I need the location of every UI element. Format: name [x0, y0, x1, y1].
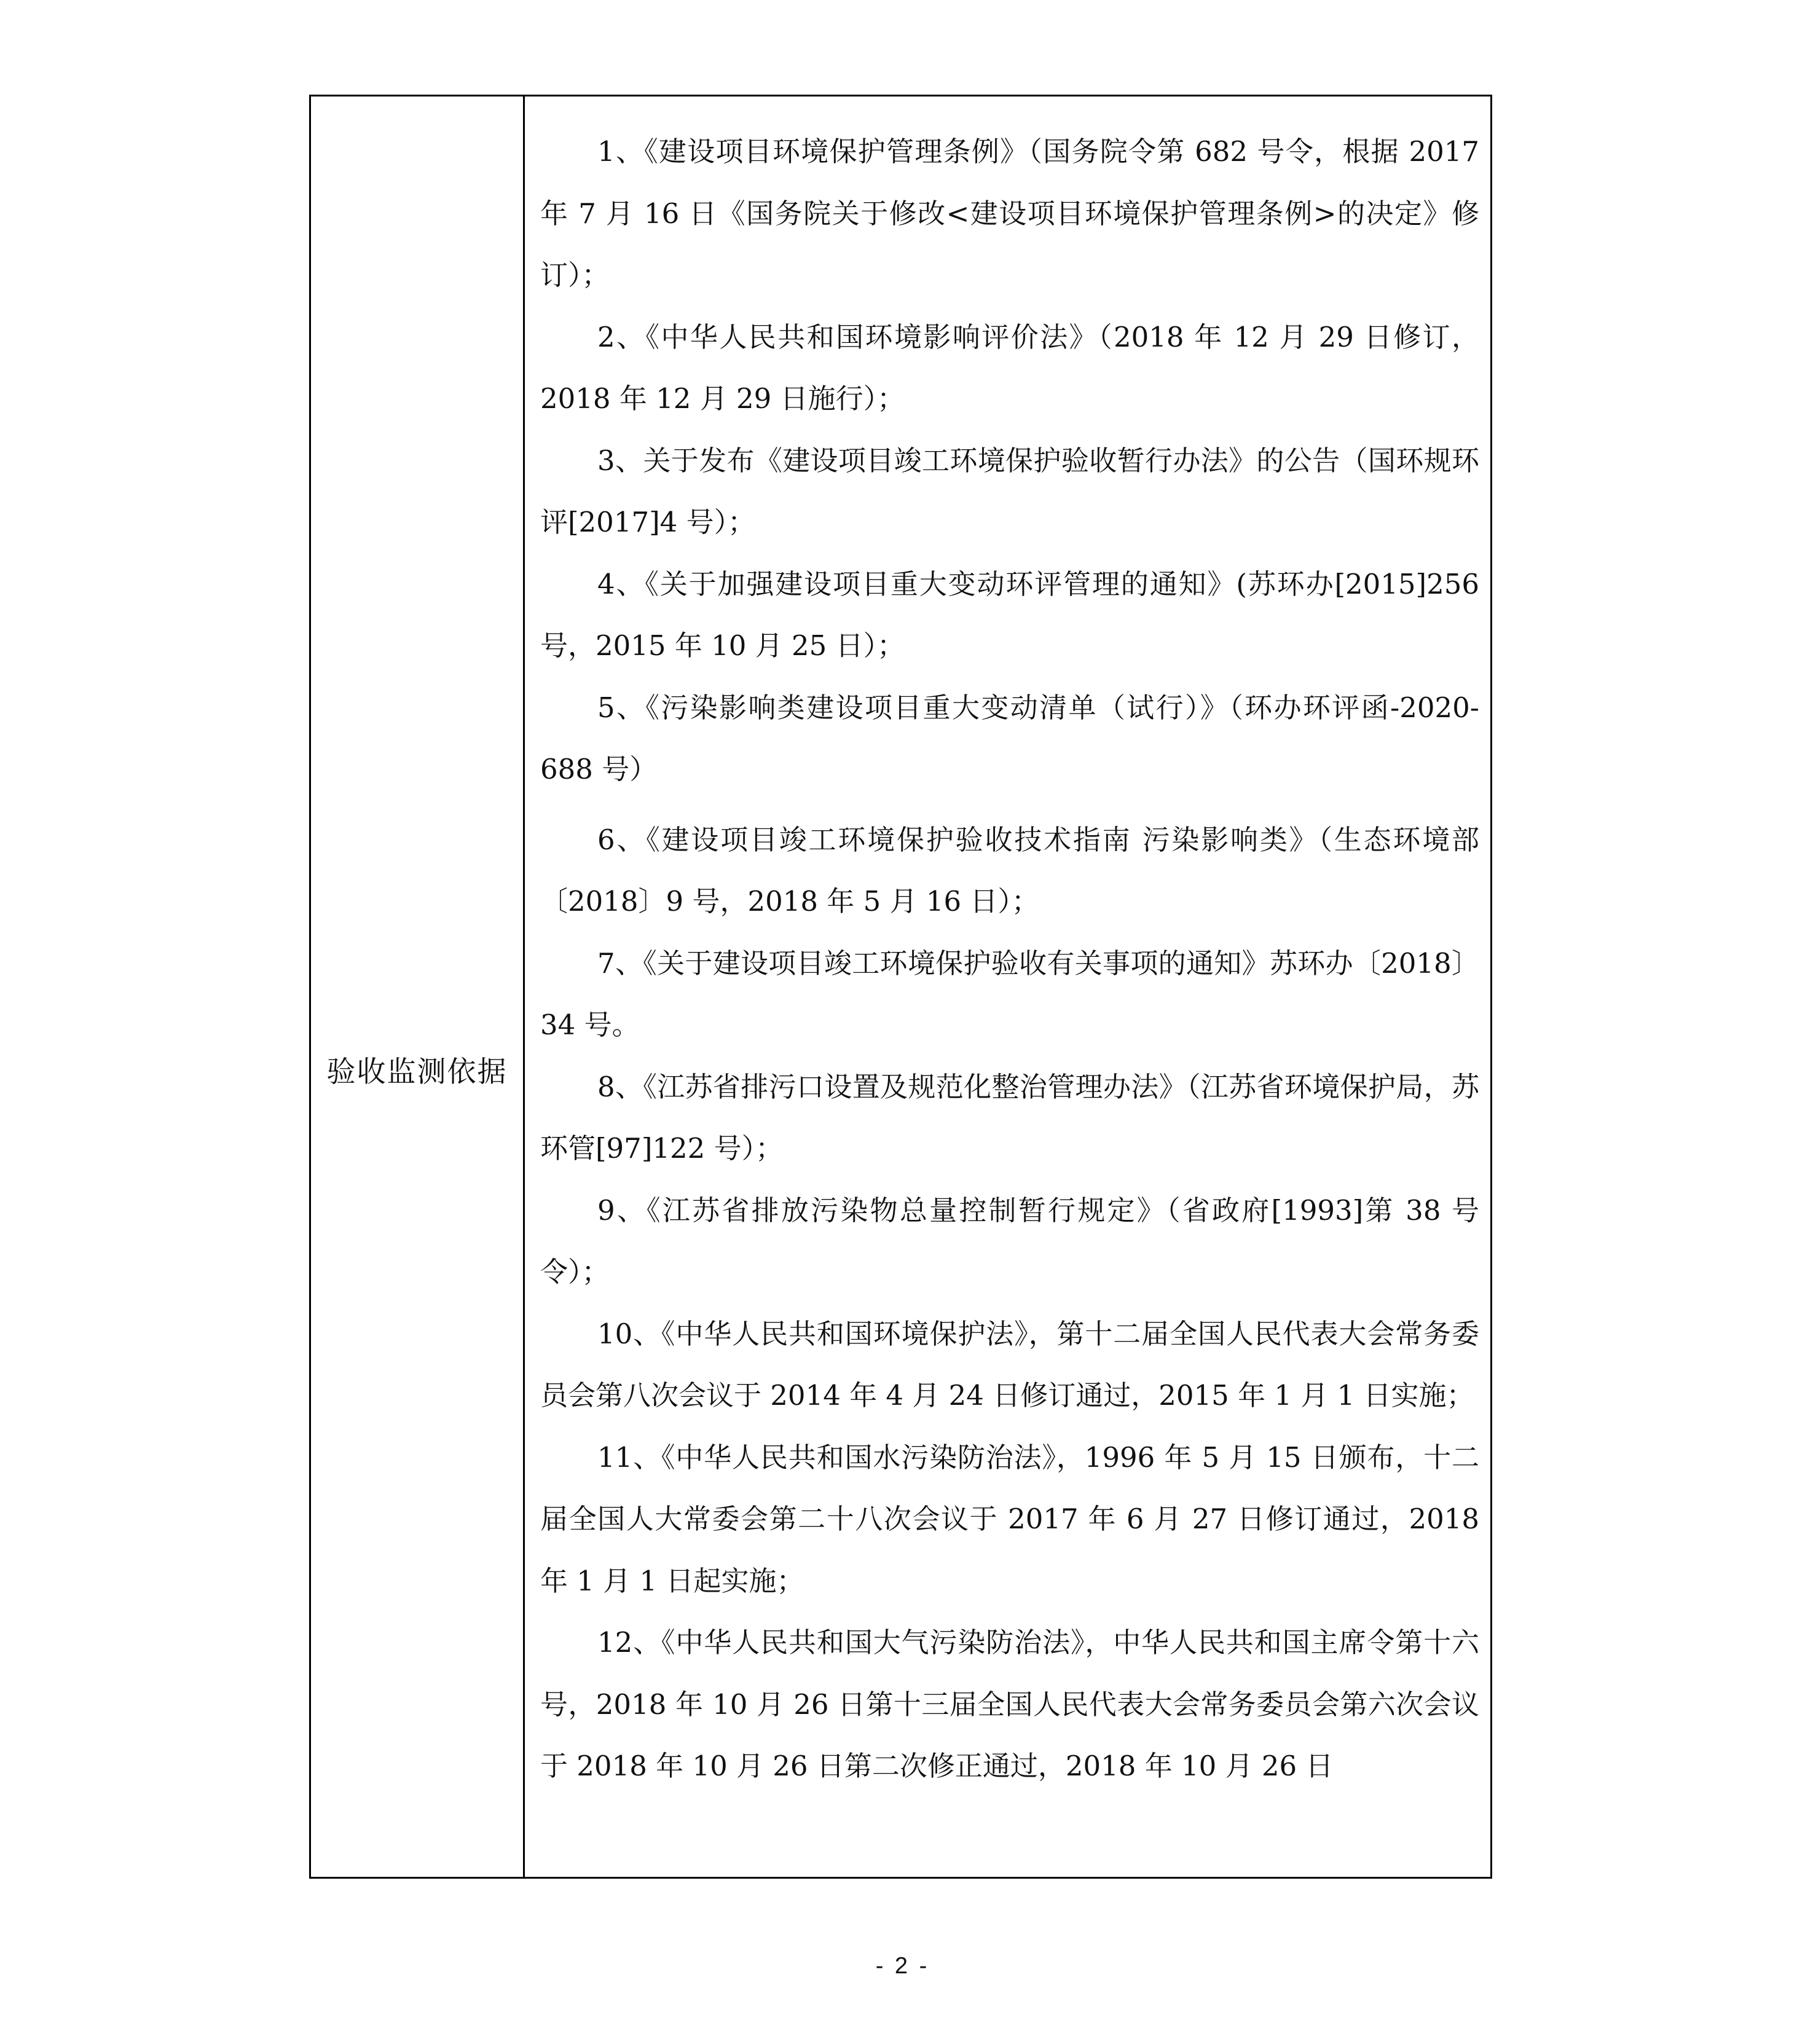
regulation-item-12: 12、《中华人民共和国大气污染防治法》，中华人民共和国主席令第十六号，2018 年 10 月 26 日第十三届全国人民代表大会常务委员会第六次会议于 2018 年 10 月 26 日第二次修正通过，2018 年 10 月 26 日 [540, 1626, 1479, 1782]
regulation-item-1: 1、《建设项目环境保护管理条例》（国务院令第 682 号令，根据 2017 年 7 月 16 日《国务院关于修改<建设项目环境保护管理条例>的决定》修订）； [540, 135, 1479, 291]
regulation-item-7: 7、《关于建设项目竣工环境保护验收有关事项的通知》苏环办〔2018〕34 号。 [540, 946, 1479, 1041]
regulation-item-4: 4、《关于加强建设项目重大变动环评管理的通知》(苏环办[2015]256 号，2015 年 10 月 25 日）； [540, 567, 1479, 662]
regulations-list [525, 96, 1490, 1877]
regulation-table [309, 95, 1492, 1879]
row-label: 验收监测依据 [326, 1055, 508, 1089]
regulation-item-5: 5、《污染影响类建设项目重大变动清单（试行）》（环办环评函-2020-688 号） [540, 691, 1479, 785]
label-cell [311, 96, 525, 1877]
page-number: - 2 - [875, 1953, 930, 1979]
regulation-item-3: 3、关于发布《建设项目竣工环境保护验收暂行办法》的公告（国环规环评[2017]4 号）； [540, 444, 1479, 538]
regulation-item-6: 6、《建设项目竣工环境保护验收技术指南 污染影响类》（生态环境部〔2018〕9 号，2018 年 5 月 16 日）； [540, 823, 1479, 918]
regulation-item-11: 11、《中华人民共和国水污染防治法》，1996 年 5 月 15 日颁布，十二届全国人大常委会第二十八次会议于 2017 年 6 月 27 日修订通过，2018 年 1 月 1 日起实施； [540, 1441, 1479, 1597]
regulation-item-9: 9、《江苏省排放污染物总量控制暂行规定》（省政府[1993]第 38 号令）； [540, 1193, 1479, 1288]
regulation-item-10: 10、《中华人民共和国环境保护法》，第十二届全国人民代表大会常务委员会第八次会议于 2014 年 4 月 24 日修订通过，2015 年 1 月 1 日实施； [540, 1317, 1479, 1412]
regulation-item-2: 2、《中华人民共和国环境影响评价法》（2018 年 12 月 29 日修订，2018 年 12 月 29 日施行）； [540, 320, 1479, 415]
regulation-item-8: 8、《江苏省排污口设置及规范化整治管理办法》（江苏省环境保护局，苏环管[97]122 号）； [540, 1070, 1479, 1165]
